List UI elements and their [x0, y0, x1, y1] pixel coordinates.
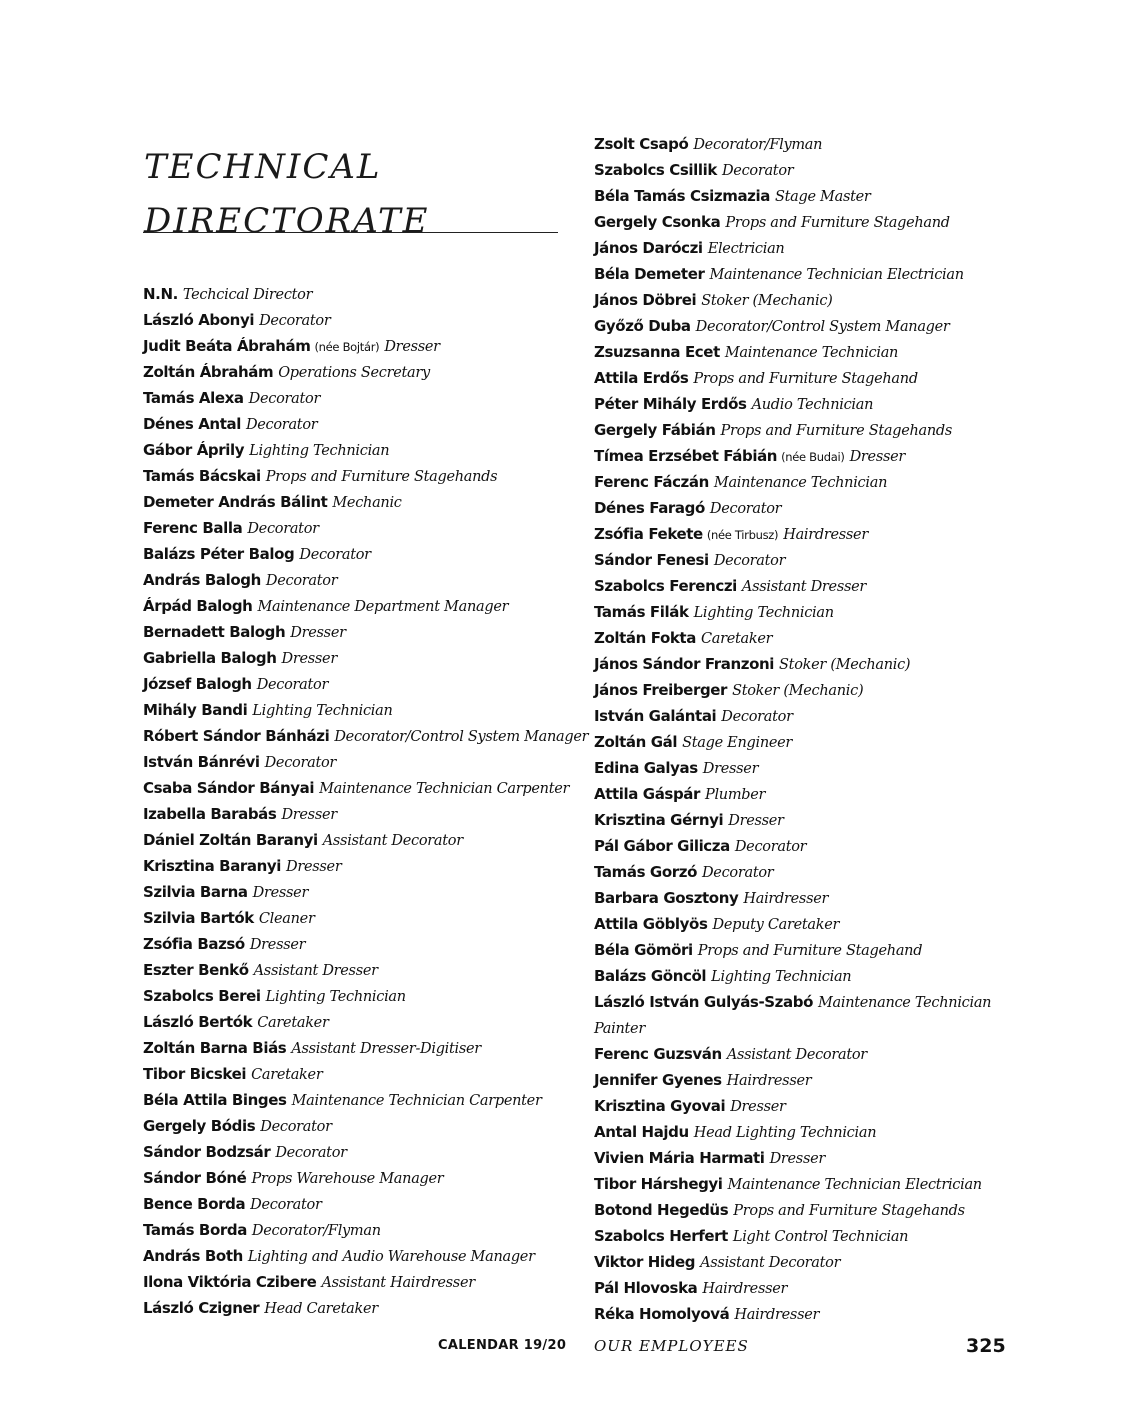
employee-role: Dresser — [281, 807, 337, 823]
employee-entry — [143, 828, 573, 854]
employee-role: Decorator — [256, 677, 329, 693]
employee-entry — [143, 594, 573, 620]
employee-entry — [594, 704, 1014, 730]
employee-entry — [594, 1146, 1014, 1172]
employee-entry — [594, 626, 1014, 652]
employee-name: Szabolcs Ferenczi — [594, 577, 737, 595]
employee-role: Props and Furniture Stagehand — [693, 371, 918, 387]
employee-entry — [143, 854, 573, 880]
employee-entry — [594, 600, 1014, 626]
employee-entry — [143, 724, 589, 750]
employee-role: Maintenance Technician — [713, 475, 888, 491]
employee-entry — [594, 1120, 1014, 1146]
employee-name: András Balogh — [143, 571, 261, 589]
footer-section: OUR EMPLOYEES — [594, 1337, 749, 1355]
employee-name: Demeter András Bálint — [143, 493, 328, 511]
employee-role: Lighting Technician — [252, 703, 393, 719]
employee-entry — [594, 782, 1014, 808]
employee-role: Dresser — [249, 937, 306, 953]
employee-entry — [594, 756, 1014, 782]
employee-name: Attila Erdős — [594, 369, 689, 387]
employee-name: Edina Galyas — [594, 759, 698, 777]
employee-name: Szabolcs Csillik — [594, 161, 717, 179]
employee-name: Sándor Bóné — [143, 1169, 247, 1187]
employee-entry — [594, 418, 1014, 444]
employee-entry — [594, 1224, 1014, 1250]
employee-role: Caretaker — [257, 1015, 329, 1031]
employee-name: Sándor Bodzsár — [143, 1143, 271, 1161]
employee-role: Head Caretaker — [264, 1301, 378, 1317]
employee-role: Assistant Dresser — [253, 963, 378, 979]
employee-entry — [594, 808, 1014, 834]
employee-entry — [143, 1010, 573, 1036]
employee-name: László István Gulyás-Szabó — [594, 993, 813, 1011]
employee-entry — [143, 568, 573, 594]
employee-role: Decorator — [265, 573, 338, 589]
employee-name: Szabolcs Berei — [143, 987, 261, 1005]
employee-name: Gábor Áprily — [143, 441, 245, 459]
employee-name: Vivien Mária Harmati — [594, 1149, 765, 1167]
employee-entry — [143, 386, 573, 412]
employee-role: Caretaker — [251, 1067, 323, 1083]
employee-entry — [143, 750, 573, 776]
employee-entry — [594, 262, 1014, 288]
employee-entry — [594, 444, 1014, 470]
employee-role: Decorator/Control System Manager — [334, 729, 589, 745]
employee-name: Tamás Borda — [143, 1221, 247, 1239]
employee-name: Jennifer Gyenes — [594, 1071, 722, 1089]
employee-role: Techcical Director — [182, 287, 313, 303]
employee-role: Decorator — [721, 709, 793, 725]
employee-entry — [594, 938, 1014, 964]
employee-entry — [143, 958, 573, 984]
employee-name: Béla Attila Binges — [143, 1091, 287, 1109]
employee-role: Lighting Technician — [265, 989, 406, 1005]
employee-role: Lighting Technician — [711, 969, 852, 985]
employee-entry — [594, 990, 1014, 1042]
employee-name: Krisztina Gyovai — [594, 1097, 726, 1115]
employee-entry — [594, 834, 1014, 860]
employee-name: Krisztina Baranyi — [143, 857, 282, 875]
employee-role: Decorator — [713, 553, 786, 569]
employee-name: Tamás Alexa — [143, 389, 244, 407]
employee-name: Béla Tamás Csizmazia — [594, 187, 770, 205]
employee-name: Attila Gáspár — [594, 785, 700, 803]
employee-role: Maintenance Technician Electrician — [727, 1177, 982, 1193]
employee-entry — [594, 1172, 1014, 1198]
employee-entry — [594, 132, 1014, 158]
employee-name: Sándor Fenesi — [594, 551, 709, 569]
employee-role: Electrician — [707, 241, 785, 257]
employee-entry — [143, 1036, 573, 1062]
employee-role: Hairdresser — [726, 1073, 812, 1089]
employee-entry — [143, 880, 573, 906]
employee-role: Lighting Technician — [693, 605, 834, 621]
employee-role: Assistant Decorator — [322, 833, 463, 849]
employee-name: János Döbrei — [594, 291, 697, 309]
employee-name: Béla Demeter — [594, 265, 705, 283]
employee-role: Decorator — [250, 1197, 322, 1213]
employee-role: Props and Furniture Stagehands — [720, 423, 953, 439]
employee-entry — [594, 158, 1014, 184]
employee-name: Eszter Benkő — [143, 961, 249, 979]
employee-name: Tamás Gorzó — [594, 863, 697, 881]
employee-entry — [143, 334, 573, 360]
employee-role: Hairdresser — [783, 527, 868, 543]
employee-role: Caretaker — [700, 631, 773, 647]
employee-name: József Balogh — [143, 675, 252, 693]
employee-role: Stoker (Mechanic) — [732, 683, 864, 699]
employee-entry — [594, 678, 1014, 704]
employee-role: Lighting and Audio Warehouse Manager — [247, 1249, 535, 1265]
employee-entry — [594, 1068, 1014, 1094]
employee-name: Zoltán Fokta — [594, 629, 696, 647]
employee-name: János Daróczi — [594, 239, 703, 257]
employee-name: Tamás Filák — [594, 603, 689, 621]
employee-entry — [594, 1042, 1014, 1068]
title-divider — [143, 232, 558, 233]
employee-entry — [143, 1218, 573, 1244]
employee-role: Audio Technician — [751, 397, 874, 413]
employee-name: István Bánrévi — [143, 753, 260, 771]
employee-name: Gergely Fábián — [594, 421, 716, 439]
employee-role: Lighting Technician — [249, 443, 390, 459]
employee-role: Head Lighting Technician — [693, 1125, 877, 1141]
employee-role: Dresser — [281, 651, 337, 667]
employee-role: Hairdresser — [734, 1307, 820, 1323]
employee-role: Light Control Technician — [732, 1229, 909, 1245]
title-line-1: TECHNICAL — [144, 146, 382, 187]
employee-role: Decorator — [247, 521, 319, 537]
employee-name: Béla Gömöri — [594, 941, 693, 959]
employee-entry — [143, 672, 573, 698]
employee-name: Szilvia Bartók — [143, 909, 254, 927]
title-line-2: DIRECTORATE — [144, 200, 430, 241]
employee-entry — [143, 412, 573, 438]
employee-role: Decorator — [701, 865, 774, 881]
employee-entry — [594, 886, 1014, 912]
employee-entry — [143, 282, 573, 308]
employee-name: N.N. — [143, 285, 178, 303]
employee-role: Props and Furniture Stagehands — [733, 1203, 965, 1219]
employee-role: Maintenance Technician Painter — [594, 995, 992, 1037]
employee-name: László Czigner — [143, 1299, 260, 1317]
employee-role: Decorator — [264, 755, 337, 771]
employee-name: Péter Mihály Erdős — [594, 395, 747, 413]
employee-name: Zsolt Csapó — [594, 135, 689, 153]
employee-name: Árpád Balogh — [143, 597, 253, 615]
employee-role: Dresser — [286, 859, 342, 875]
employee-entry — [594, 1198, 1014, 1224]
employee-name: Bence Borda — [143, 1195, 246, 1213]
employee-role: Decorator — [260, 1119, 332, 1135]
employee-name: Réka Homolyová — [594, 1305, 730, 1323]
employee-name: Antal Hajdu — [594, 1123, 689, 1141]
employee-list-left — [143, 282, 589, 1322]
employee-name: Gabriella Balogh — [143, 649, 277, 667]
employee-role: Hairdresser — [743, 891, 829, 907]
employee-entry — [594, 1276, 1014, 1302]
employee-name: Ferenc Fáczán — [594, 473, 709, 491]
employee-name: János Sándor Franzoni — [594, 655, 775, 673]
employee-entry — [594, 522, 1014, 548]
footer-calendar: CALENDAR 19/20 — [438, 1338, 567, 1353]
employee-entry — [143, 1140, 573, 1166]
employee-role: Stage Engineer — [682, 735, 793, 751]
employee-role: Maintenance Technician Carpenter — [319, 781, 570, 797]
employee-role: Props and Furniture Stagehand — [697, 943, 923, 959]
employee-entry — [594, 210, 1014, 236]
employee-entry — [143, 360, 573, 386]
employee-role: Dresser — [252, 885, 309, 901]
employee-name: István Galántai — [594, 707, 717, 725]
employee-name: Szabolcs Herfert — [594, 1227, 728, 1245]
employee-role: Maintenance Technician — [724, 345, 899, 361]
employee-name: Ilona Viktória Czibere — [143, 1273, 317, 1291]
employee-role: Maintenance Technician Electrician — [709, 267, 964, 283]
employee-entry — [143, 906, 573, 932]
employee-entry — [143, 1114, 573, 1140]
employee-name: Barbara Gosztony — [594, 889, 739, 907]
employee-role: Decorator — [275, 1145, 347, 1161]
employee-name: Pál Gábor Gilicza — [594, 837, 730, 855]
employee-entry — [594, 236, 1014, 262]
employee-name: Attila Göblyös — [594, 915, 708, 933]
employee-role: Cleaner — [258, 911, 315, 927]
employee-name: Zsófia Fekete — [594, 525, 703, 543]
employee-entry — [594, 1302, 1014, 1328]
employee-role: Dresser — [730, 1099, 786, 1115]
employee-entry — [143, 1088, 573, 1114]
employee-name: Botond Hegedüs — [594, 1201, 729, 1219]
employee-entry — [143, 542, 573, 568]
employee-role: Props and Furniture Stagehand — [725, 215, 950, 231]
employee-name: Balázs Péter Balog — [143, 545, 295, 563]
employee-name: Zoltán Gál — [594, 733, 678, 751]
employee-role: Dresser — [849, 449, 906, 465]
employee-role: Decorator — [245, 417, 318, 433]
employee-role: Assistant Dresser — [741, 579, 867, 595]
employee-list-right — [594, 132, 1014, 1328]
employee-name: Róbert Sándor Bánházi — [143, 727, 330, 745]
employee-entry — [594, 548, 1014, 574]
employee-role: Dresser — [384, 339, 440, 355]
employee-entry — [143, 776, 573, 802]
employee-entry — [143, 490, 573, 516]
employee-entry — [594, 860, 1014, 886]
employee-name: Dénes Faragó — [594, 499, 705, 517]
employee-role: Maintenance Technician Carpenter — [291, 1093, 542, 1109]
employee-role: Hairdresser — [702, 1281, 788, 1297]
employee-name: Viktor Hideg — [594, 1253, 696, 1271]
employee-name: János Freiberger — [594, 681, 728, 699]
employee-entry — [594, 366, 1014, 392]
employee-role: Mechanic — [332, 495, 402, 511]
employee-entry — [143, 1062, 573, 1088]
employee-name: Csaba Sándor Bányai — [143, 779, 315, 797]
employee-entry — [143, 932, 573, 958]
page-number: 325 — [966, 1335, 1006, 1357]
employee-name: Gergely Bódis — [143, 1117, 256, 1135]
employee-name: Tamás Bácskai — [143, 467, 261, 485]
employee-entry — [143, 438, 573, 464]
employee-entry — [594, 964, 1014, 990]
employee-role: Maintenance Department Manager — [257, 599, 509, 615]
employee-maiden-name: (née Tirbusz) — [706, 528, 779, 542]
employee-name: Balázs Göncöl — [594, 967, 707, 985]
employee-role: Stoker (Mechanic) — [779, 657, 911, 673]
employee-entry — [143, 1166, 573, 1192]
employee-role: Stage Master — [774, 189, 871, 205]
employee-name: Mihály Bandi — [143, 701, 248, 719]
employee-name: Ferenc Balla — [143, 519, 243, 537]
employee-name: Zsófia Bazsó — [143, 935, 245, 953]
employee-entry — [143, 1244, 573, 1270]
employee-maiden-name: (née Bojtár) — [314, 340, 380, 354]
employee-entry — [594, 574, 1014, 600]
employee-entry — [594, 470, 1014, 496]
employee-entry — [594, 392, 1014, 418]
employee-entry — [143, 516, 573, 542]
employee-name: Zsuzsanna Ecet — [594, 343, 720, 361]
employee-name: Bernadett Balogh — [143, 623, 286, 641]
employee-maiden-name: (née Budai) — [781, 450, 845, 464]
employee-entry — [143, 1296, 573, 1322]
employee-name: László Abonyi — [143, 311, 255, 329]
employee-role: Decorator — [259, 313, 331, 329]
employee-name: Dániel Zoltán Baranyi — [143, 831, 318, 849]
employee-entry — [143, 308, 573, 334]
employee-role: Assistant Decorator — [726, 1047, 867, 1063]
employee-name: Judit Beáta Ábrahám — [143, 337, 311, 355]
employee-role: Decorator/Control System Manager — [695, 319, 950, 335]
employee-name: Tímea Erzsébet Fábián — [594, 447, 778, 465]
employee-role: Dresser — [769, 1151, 825, 1167]
employee-role: Decorator — [709, 501, 782, 517]
employee-name: András Both — [143, 1247, 243, 1265]
employee-name: Dénes Antal — [143, 415, 241, 433]
employee-role: Decorator/Flyman — [693, 137, 823, 153]
employee-role: Assistant Dresser-Digitiser — [291, 1041, 481, 1057]
employee-entry — [594, 652, 1014, 678]
employee-entry — [594, 1094, 1014, 1120]
employee-entry — [143, 620, 573, 646]
employee-name: Győző Duba — [594, 317, 691, 335]
employee-entry — [143, 984, 573, 1010]
employee-role: Assistant Hairdresser — [321, 1275, 475, 1291]
employee-entry — [143, 464, 573, 490]
employee-entry — [594, 314, 1014, 340]
employee-entry — [143, 698, 573, 724]
employee-role: Operations Secretary — [278, 365, 430, 381]
employee-entry — [143, 802, 573, 828]
employee-role: Plumber — [705, 787, 766, 803]
employee-role: Assistant Decorator — [700, 1255, 841, 1271]
employee-name: Zoltán Ábrahám — [143, 363, 274, 381]
employee-role: Dresser — [290, 625, 346, 641]
employee-entry — [594, 496, 1014, 522]
employee-entry — [143, 1270, 573, 1296]
employee-role: Dresser — [728, 813, 784, 829]
employee-name: Ferenc Guzsván — [594, 1045, 722, 1063]
employee-role: Decorator — [248, 391, 321, 407]
employee-role: Decorator — [721, 163, 794, 179]
employee-role: Props Warehouse Manager — [251, 1171, 444, 1187]
employee-role: Dresser — [702, 761, 759, 777]
employee-entry — [594, 184, 1014, 210]
employee-role: Props and Furniture Stagehands — [265, 469, 498, 485]
employee-name: Tibor Bicskei — [143, 1065, 247, 1083]
employee-name: Zoltán Barna Biás — [143, 1039, 287, 1057]
employee-entry — [594, 340, 1014, 366]
employee-role: Decorator/Flyman — [251, 1223, 381, 1239]
employee-role: Decorator — [299, 547, 371, 563]
employee-name: László Bertók — [143, 1013, 253, 1031]
employee-name: Pál Hlovoska — [594, 1279, 698, 1297]
employee-name: Gergely Csonka — [594, 213, 721, 231]
employee-entry — [594, 288, 1014, 314]
employee-entry — [594, 912, 1014, 938]
employee-name: Szilvia Barna — [143, 883, 248, 901]
employee-role: Stoker (Mechanic) — [701, 293, 833, 309]
employee-entry — [594, 1250, 1014, 1276]
employee-name: Krisztina Gérnyi — [594, 811, 724, 829]
employee-role: Deputy Caretaker — [712, 917, 840, 933]
employee-entry — [143, 1192, 573, 1218]
employee-entry — [594, 730, 1014, 756]
employee-role: Decorator — [734, 839, 807, 855]
employee-entry — [143, 646, 573, 672]
employee-name: Izabella Barabás — [143, 805, 277, 823]
employee-name: Tibor Hárshegyi — [594, 1175, 723, 1193]
